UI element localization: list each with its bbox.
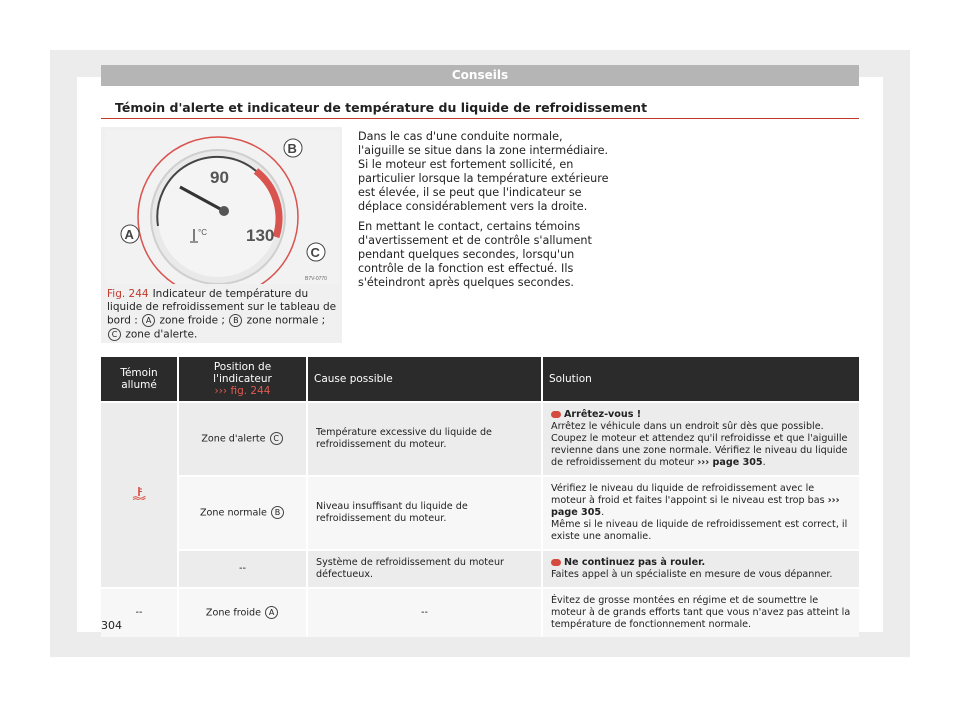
page-number: 304 <box>101 619 122 632</box>
cause-cell: Température excessive du liquide de refroidissement du moteur. <box>307 402 542 476</box>
position-cell: Zone normale B <box>178 476 307 550</box>
cause-cell: Système de refroidissement du moteur défectueux. <box>307 550 542 588</box>
position-cell: Zone d'alerte C <box>178 402 307 476</box>
table-row <box>101 402 859 476</box>
cause-cell: Niveau insuffisant du liquide de refroidissement du moteur. <box>307 476 542 550</box>
callout-b: B <box>229 314 242 327</box>
callout-a: A <box>142 314 155 327</box>
paragraph-2: En mettant le contact, certains témoins d'avertissement et de contrôle s'allument pendant quelques secondes, lorsqu'un contrôle de la fonction est effectué. Ils s'éteindront après quelques secondes. <box>358 220 592 289</box>
section-title: Témoin d'alerte et indicateur de température du liquide de refroidissement <box>115 100 648 115</box>
solution-cell: Vérifiez le niveau du liquide de refroidissement avec le moteur à froid et faites l'appoint si le niveau est trop bas ››› page 305. Même si le niveau de liquide de refroidissement est correct, il existe une anomalie. <box>542 476 859 550</box>
solution-cell: Arrêtez-vous ! Arrêtez le véhicule dans un endroit sûr dès que possible. Coupez le moteur et attendez qu'il refroidisse et que l'aiguille revienne dans une zone normale. Vérifiez le niveau du liquide de refroidissement du moteur ››› page 305. <box>542 402 859 476</box>
coolant-temperature-icon <box>132 486 146 500</box>
table-header-row <box>101 357 859 402</box>
gauge-mark-90: 90 <box>210 168 229 187</box>
position-cell: Zone froide A <box>178 588 307 637</box>
page-ref-link[interactable]: ››› page 305 <box>697 457 763 468</box>
cause-cell: -- <box>307 588 542 637</box>
warning-table <box>101 357 859 637</box>
callout-a: A <box>265 606 278 619</box>
gauge-mark-130: 130 <box>246 226 275 245</box>
solution-cell: Ne continuez pas à rouler. Faites appel à un spécialiste en mesure de vous dépanner. <box>542 550 859 588</box>
stop-icon <box>551 559 561 566</box>
body-text <box>358 130 610 296</box>
figure-caption: Fig. 244 Indicateur de température du liquide de refroidissement sur le tableau de bord : A zone froide ; B zone normale ; C zone d'alerte. <box>107 288 337 340</box>
stop-icon <box>551 411 561 418</box>
table-row <box>101 588 859 637</box>
coolant-warning-lamp <box>101 402 178 588</box>
gauge-label-b: B <box>287 141 297 156</box>
callout-b: B <box>271 506 284 519</box>
solution-cell: Évitez de grosse montées en régime et de soumettre le moteur à de grands efforts tant que vous n'avez pas atteint la température de fonctionnement normale. <box>542 588 859 637</box>
fig-ref-link[interactable]: ››› fig. 244 <box>214 385 271 397</box>
position-cell: -- <box>178 550 307 588</box>
gauge-unit: °C <box>198 228 207 237</box>
col-header-cause: Cause possible <box>307 357 542 402</box>
gauge-label-a: A <box>124 227 134 242</box>
col-header-solution: Solution <box>542 357 859 402</box>
table-row <box>101 476 859 550</box>
figure-number: Fig. 244 <box>107 288 149 300</box>
table-row <box>101 550 859 588</box>
figure-code: B7V-0770 <box>305 276 327 282</box>
col-header-lamp: Témoin allumé <box>101 357 178 402</box>
gauge-label-c: C <box>310 245 320 260</box>
page-ref-link[interactable]: ››› page 305 <box>551 495 840 518</box>
paragraph-1: Dans le cas d'une conduite normale, l'aiguille se situe dans la zone intermédiaire. Si le moteur est fortement sollicité, en particulier lorsque la température extérieure est élevée, il se peut que l'indicateur se déplace considérablement vers la droite. <box>358 130 609 213</box>
chapter-header: Conseils <box>101 65 859 86</box>
section-divider <box>101 118 859 119</box>
callout-c: C <box>108 328 121 341</box>
temperature-gauge-illustration <box>106 131 339 284</box>
col-header-position: Position de l'indicateur ››› fig. 244 <box>178 357 307 402</box>
lamp-cell: -- <box>101 588 178 637</box>
callout-c: C <box>270 432 283 445</box>
